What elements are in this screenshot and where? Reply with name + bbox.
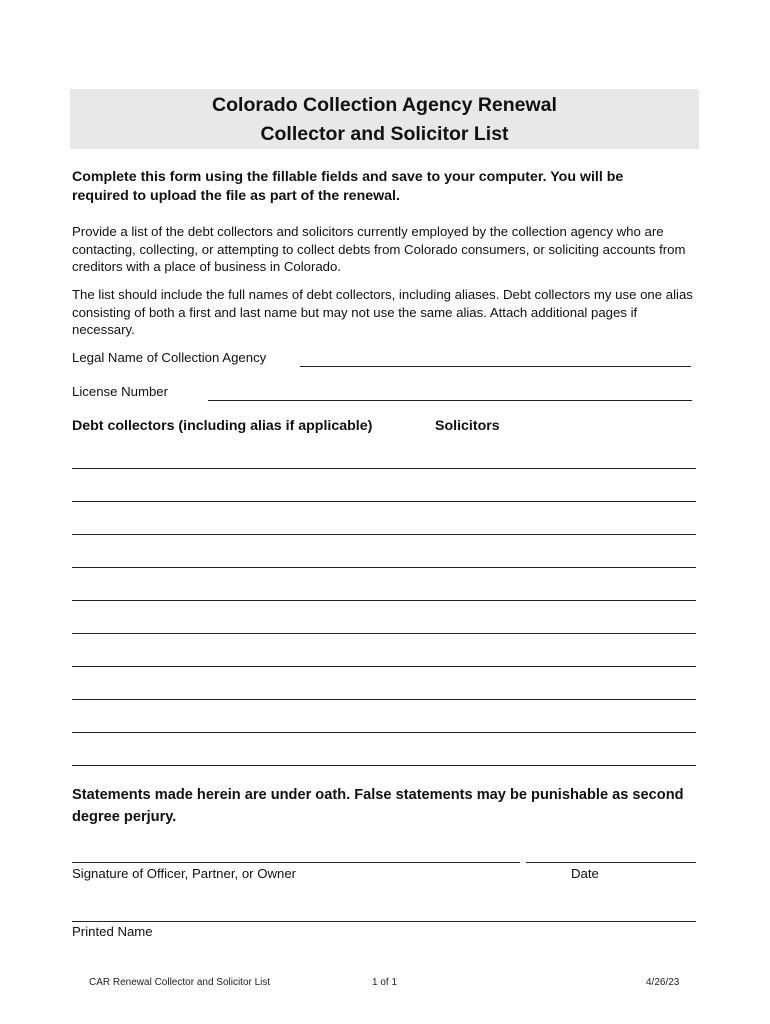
signature-field[interactable] <box>72 846 520 863</box>
collector-row-field[interactable] <box>72 518 696 535</box>
license-number-label: License Number <box>72 384 169 399</box>
form-subtitle: Collector and Solicitor List <box>260 123 509 145</box>
debt-collectors-header: Debt collectors (including alias if applicable) <box>72 418 373 434</box>
title-banner <box>70 89 699 149</box>
oath-statement: Statements made herein are under oath. False statements may be punishable as second degree perjury. <box>72 787 684 825</box>
collector-row-field[interactable] <box>72 650 696 667</box>
instructions-paragraph-1: Provide a list of the debt collectors and solicitors currently employed by the collection agency who are contacting, collecting, or attempting to collect debts from Colorado consumers, or soliciting accounts from creditors with a place of business in Colorado. <box>72 224 686 275</box>
footer-date: 4/26/23 <box>646 977 680 988</box>
collector-row-field[interactable] <box>72 617 696 634</box>
collector-row-field[interactable] <box>72 551 696 568</box>
solicitors-header: Solicitors <box>435 418 500 434</box>
date-label: Date <box>571 866 599 881</box>
collector-row-field[interactable] <box>72 485 696 502</box>
printed-name-field[interactable] <box>72 905 696 922</box>
form-title: Colorado Collection Agency Renewal <box>212 94 557 116</box>
signature-label: Signature of Officer, Partner, or Owner <box>72 866 297 881</box>
collector-row-field[interactable] <box>72 716 696 733</box>
collector-row-field[interactable] <box>72 584 696 601</box>
date-field[interactable] <box>526 846 696 863</box>
collector-row-field[interactable] <box>72 683 696 700</box>
agency-name-label: Legal Name of Collection Agency <box>72 350 267 365</box>
instructions-paragraph-2: The list should include the full names of debt collectors, including aliases. Debt collectors my use one alias consisting of both a first and last name but may not use the same alias. Attach additional pages if necessary. <box>72 287 693 338</box>
collector-row-field[interactable] <box>72 749 696 766</box>
license-number-field[interactable] <box>208 384 692 401</box>
printed-name-label: Printed Name <box>72 924 153 939</box>
intro-instructions: Complete this form using the fillable fields and save to your computer. You will be required to upload the file as part of the renewal. <box>72 169 624 204</box>
collector-row-field[interactable] <box>72 452 696 469</box>
footer-page-number: 1 of 1 <box>372 977 398 988</box>
agency-name-field[interactable] <box>300 350 691 367</box>
footer-document-name: CAR Renewal Collector and Solicitor List <box>89 977 271 988</box>
